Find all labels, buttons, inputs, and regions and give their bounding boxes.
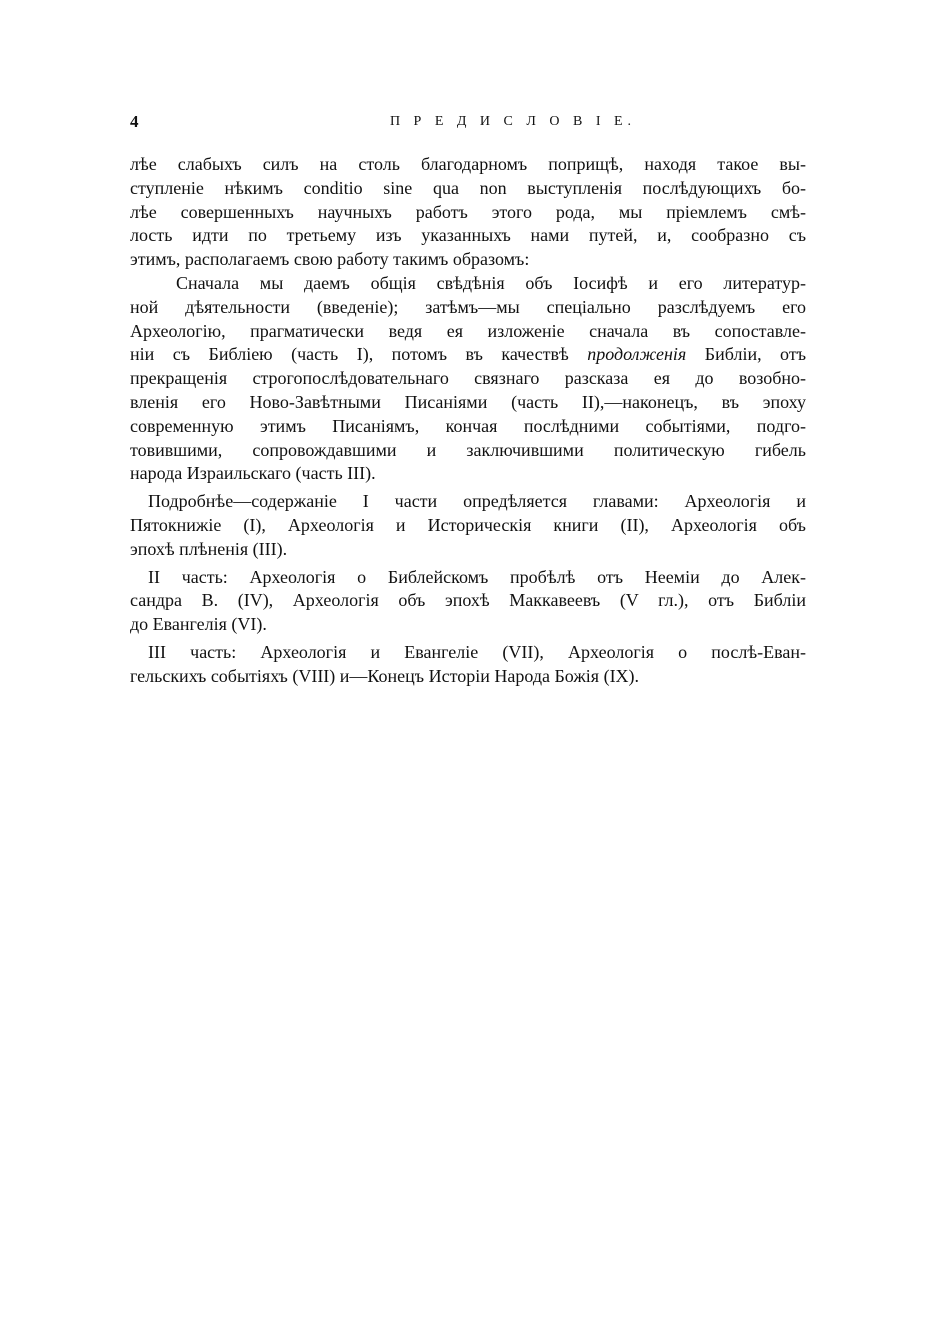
text-line: лость идти по третьему изъ указанныхъ нами путей, и, сообразно съ — [130, 225, 806, 246]
text-segment: Библіи, отъ — [704, 344, 806, 365]
text-line: вленія его Ново-Завѣтными Писаніями (часть II),—наконецъ, въ эпоху — [130, 391, 806, 412]
text-line-with-italic — [130, 343, 806, 367]
running-title: П Р Е Д И С Л О В І Е. — [389, 114, 637, 129]
running-head — [130, 112, 806, 136]
text-line: товившими, сопровождавшими и заключившими политическую гибель — [130, 439, 806, 460]
paragraph — [130, 153, 806, 272]
text-line: народа Израильскаго (часть III). — [130, 463, 376, 484]
text-line: Сначала мы даемъ общія свѣдѣнія объ Іосифѣ и его литератур- — [176, 272, 806, 293]
text-line: ной дѣятельности (введеніе); затѣмъ—мы спеціально разслѣдуемъ его — [130, 296, 806, 317]
text-line: этимъ, располагаемъ свою работу такимъ образомъ: — [130, 249, 530, 270]
text-line: Подробнѣе—содержаніе I части опредѣляется главами: Археологія и — [148, 491, 806, 512]
text-line: ступленіе нѣкимъ conditio sine qua non выступленія послѣдующихъ бо- — [130, 177, 806, 198]
text-line: гельскихъ событіяхъ (VIII) и—Конецъ Исторіи Народа Божія (IX). — [130, 665, 640, 686]
text-line: прекращенія строгопослѣдовательнаго связнаго разсказа ея до возобно- — [130, 368, 806, 389]
text-line: сандра В. (IV), Археологія объ эпохѣ Маккавеевъ (V гл.), отъ Библіи — [130, 590, 806, 611]
text-line: III часть: Археологія и Евангеліе (VII), Археологія о послѣ-Еван- — [148, 641, 806, 662]
italic-word: продолженія — [587, 344, 687, 365]
paragraph — [130, 566, 806, 637]
page-number: 4 — [130, 112, 139, 131]
text-line: современную этимъ Писаніямъ, кончая послѣдними событіями, подго- — [130, 415, 806, 436]
text-line: Пятокнижіе (I), Археологія и Историческія книги (II), Археологія объ — [130, 514, 806, 535]
paragraph — [130, 641, 806, 689]
text-line: Археологію, прагматически ведя ея изложеніе сначала въ сопоставле- — [130, 320, 806, 341]
text-line: до Евангелія (VI). — [130, 614, 267, 635]
text-line: лѣе слабыхъ силъ на столь благодарномъ поприщѣ, находя такое вы- — [130, 154, 806, 174]
text-line: лѣе совершенныхъ научныхъ работъ этого рода, мы пріемлемъ смѣ- — [130, 201, 806, 222]
text-segment: ніи съ Библіею (часть I), потомъ въ качествѣ — [130, 344, 569, 365]
text-line: эпохѣ плѣненія (III). — [130, 538, 288, 559]
paragraph — [130, 490, 806, 561]
paragraph — [130, 272, 806, 486]
text-line: II часть: Археологія о Библейскомъ пробѣлѣ отъ Неемiи до Алек- — [148, 566, 806, 587]
body-text — [130, 153, 806, 689]
